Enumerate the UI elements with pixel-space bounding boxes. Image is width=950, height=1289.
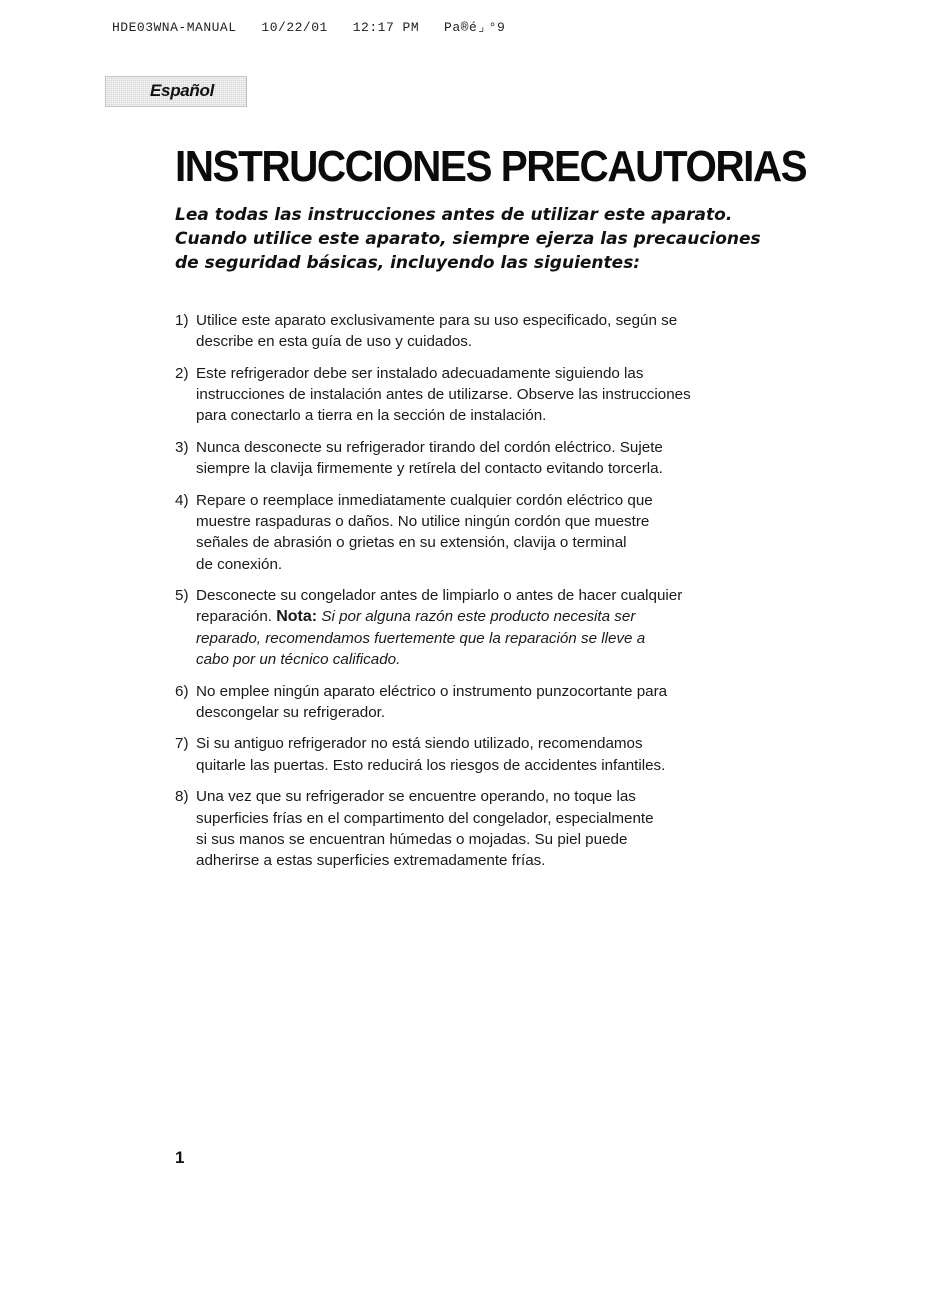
item-line: Una vez que su refrigerador se encuentre operando, no toque las (196, 788, 636, 806)
item-number: 6) (175, 682, 189, 700)
page-title: INSTRUCCIONES PRECAUTORIAS (175, 142, 807, 191)
list-item (175, 681, 775, 723)
item-line: Repare o reemplace inmediatamente cualquier cordón eléctrico que (196, 491, 653, 509)
note-line: cabo por un técnico calificado. (196, 650, 401, 668)
list-item (175, 363, 775, 427)
item-line: Desconecte su congelador antes de limpiarlo o antes de hacer cualquier (196, 587, 683, 605)
item-line: superficies frías en el compartimento del congelador, especialmente (196, 809, 654, 827)
precautions-list (175, 310, 775, 882)
intro-line: de seguridad básicas, incluyendo las siguientes: (175, 253, 641, 273)
list-item (175, 585, 775, 670)
note-line: reparado, recomendamos fuertemente que la reparación se lleve a (196, 629, 646, 647)
item-line: Si su antiguo refrigerador no está siendo utilizado, recomendamos (196, 735, 643, 753)
item-line: muestre raspaduras o daños. No utilice ningún cordón que muestre (196, 513, 650, 531)
item-line: de conexión. (196, 555, 283, 573)
list-item (175, 733, 775, 775)
item-line: Este refrigerador debe ser instalado adecuadamente siguiendo las (196, 364, 644, 382)
list-item (175, 490, 775, 575)
item-line: instrucciones de instalación antes de utilizarse. Observe las instrucciones (196, 386, 691, 404)
intro-text (175, 203, 795, 275)
item-number: 3) (175, 439, 189, 457)
item-line: Utilice este aparato exclusivamente para su uso especificado, según se (196, 312, 678, 329)
intro-line: Cuando utilice este aparato, siempre ejerza las precauciones (175, 229, 761, 249)
item-number: 5) (175, 587, 189, 605)
item-line: descongelar su refrigerador. (196, 703, 386, 721)
item-number: 1) (175, 312, 189, 329)
item-line: No emplee ningún aparato eléctrico o instrumento punzocortante para (196, 682, 668, 700)
item-text: reparación. (196, 608, 272, 626)
language-tab-label: Español (150, 81, 215, 100)
item-line: adherirse a estas superficies extremadamente frías. (196, 851, 546, 869)
intro-line: Lea todas las instrucciones antes de utilizar este aparato. (175, 205, 733, 225)
list-item (175, 310, 775, 352)
item-line: Nunca desconecte su refrigerador tirando del cordón eléctrico. Sujete (196, 439, 663, 457)
list-item (175, 786, 775, 871)
item-line: si sus manos se encuentran húmedas o mojadas. Su piel puede (196, 830, 628, 848)
item-line: describe en esta guía de uso y cuidados. (196, 333, 473, 351)
print-header: HDE03WNA-MANUAL 10/22/01 12:17 PM Pa®é⌟ °9 (112, 20, 506, 35)
item-line: siempre la clavija firmemente y retírela del contacto evitando torcerla. (196, 460, 663, 478)
item-line: señales de abrasión o grietas en su extensión, clavija o terminal (196, 534, 627, 552)
item-number: 2) (175, 364, 189, 382)
item-number: 8) (175, 788, 189, 806)
item-number: 4) (175, 491, 189, 509)
item-line: para conectarlo a tierra en la sección de instalación. (196, 407, 547, 425)
language-tab (105, 76, 247, 107)
list-item (175, 437, 775, 479)
note-text: Si por alguna razón este producto necesita ser (321, 608, 636, 626)
page-number: 1 (175, 1148, 185, 1167)
item-number: 7) (175, 735, 189, 753)
note-label: Nota: (276, 608, 318, 626)
item-line: quitarle las puertas. Esto reducirá los riesgos de accidentes infantiles. (196, 756, 666, 774)
item-line (175, 606, 775, 627)
